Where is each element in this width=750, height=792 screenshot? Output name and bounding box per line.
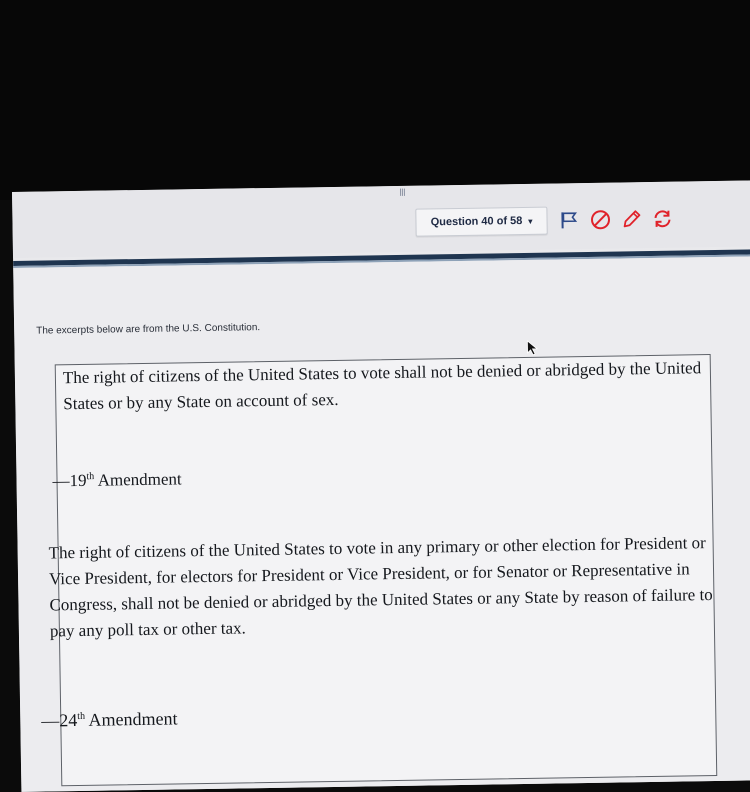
tool-icons [558, 208, 673, 232]
excerpt-19th-text: The right of citizens of the United States to vote shall not be denied or abridged by the United States or by any State on account of sex. [63, 355, 704, 417]
flag-icon[interactable] [558, 209, 580, 231]
question-intro: The excerpts below are from the U.S. Constitution. [36, 322, 260, 337]
pencil-icon[interactable] [620, 208, 642, 230]
drag-grip-icon[interactable]: III [399, 188, 405, 199]
question-content [13, 256, 750, 792]
question-selector-label: Question 40 of 58 [431, 215, 523, 228]
toolbar [12, 180, 750, 258]
excerpt-box [55, 354, 718, 786]
excerpt-24th-text: The right of citizens of the United States to vote in any primary or other election for President or Vice President, for electors for President or Vice President, or for Senator or Representative in Congress, shall not be denied or abridged by the United States or any State by reason of failure to pay any poll tax or other tax. [48, 530, 715, 644]
question-selector[interactable] [415, 207, 547, 237]
cancel-icon[interactable] [589, 209, 611, 231]
excerpt-19th-citation: —19th Amendment [52, 469, 181, 491]
refresh-icon[interactable] [651, 208, 673, 230]
monitor-bezel [0, 0, 750, 200]
excerpt-24th-citation: —24th Amendment [41, 708, 178, 731]
screen [12, 180, 750, 792]
chevron-down-icon: ▾ [528, 216, 532, 225]
